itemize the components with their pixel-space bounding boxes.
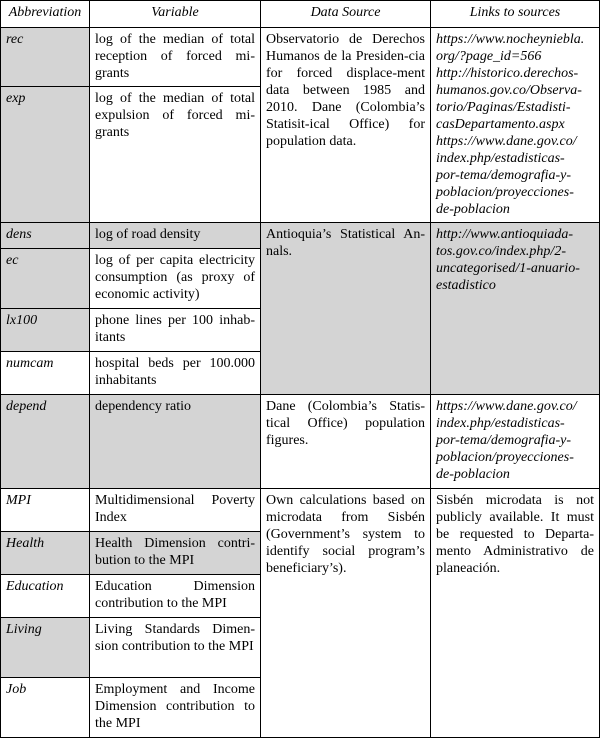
link-line[interactable]: por-tema/demografia-y-: [436, 168, 572, 183]
links-cell: [431, 395, 600, 489]
link-line[interactable]: https://www.nocheyniebla.: [436, 32, 585, 47]
abbr-cell: exp: [1, 87, 90, 223]
link-line[interactable]: uncategorised/1-anuario-: [436, 261, 580, 276]
header-abbreviation: Abbreviation: [1, 1, 90, 28]
table-row: [1, 489, 600, 532]
abbr-cell: depend: [1, 395, 90, 489]
link-line[interactable]: index.php/estadisticas-: [436, 416, 565, 431]
link-line[interactable]: humanos.gov.co/Observa-: [436, 83, 582, 98]
variable-cell: Living Standards Dimen-sion contribution to the MPI: [90, 618, 261, 678]
link-line[interactable]: https://www.dane.gov.co/: [436, 399, 577, 414]
link-line[interactable]: poblacion/proyecciones-: [436, 450, 574, 465]
link-line[interactable]: index.php/estadisticas-: [436, 151, 565, 166]
links-cell: [431, 223, 600, 395]
abbr-cell: rec: [1, 28, 90, 87]
header-data-source: Data Source: [261, 1, 431, 28]
table-row: [1, 395, 600, 489]
source-cell: Dane (Colombia’s Statis-tical Office) population figures.: [261, 395, 431, 489]
variable-cell: Health Dimension contri-bution to the MPI: [90, 532, 261, 575]
variable-cell: Multidimensional Poverty Index: [90, 489, 261, 532]
link-line[interactable]: org/?page_id=566: [436, 49, 542, 64]
links-cell: Sisbén microdata is not publicly available. It must be requested to Departa-mento Administrativo de planeación.: [431, 489, 600, 738]
link-line[interactable]: de-poblacion: [436, 202, 510, 217]
variable-cell: log of per capita electricity consumption (as proxy of economic activity): [90, 249, 261, 309]
source-cell: Own calculations based on microdata from Sisbén (Government’s system to identify social program’s beneficiary’s).: [261, 489, 431, 738]
abbr-cell: MPI: [1, 489, 90, 532]
header-links: Links to sources: [431, 1, 600, 28]
source-cell: Observatorio de Derechos Humanos de la Presiden-cia for forced displace-ment data between 1985 and 2010. Dane (Colombia’s Statisit-ical Office) for population data.: [261, 28, 431, 223]
abbr-cell: Living: [1, 618, 90, 678]
header-row: [1, 1, 600, 28]
source-cell: Antioquia’s Statistical An-nals.: [261, 223, 431, 395]
link-line[interactable]: http://www.antioquiada-: [436, 227, 574, 242]
link-line[interactable]: de-poblacion: [436, 467, 510, 482]
header-variable: Variable: [90, 1, 261, 28]
link-line[interactable]: tos.gov.co/index.php/2-: [436, 244, 566, 259]
abbr-cell: Job: [1, 678, 90, 738]
link-line[interactable]: http://historico.derechos-: [436, 66, 579, 81]
table-row: [1, 28, 600, 87]
links-cell: [431, 28, 600, 223]
table-row: [1, 223, 600, 249]
variable-cell: log of the median of total reception of forced mi-grants: [90, 28, 261, 87]
abbr-cell: Education: [1, 575, 90, 618]
link-line[interactable]: torio/Paginas/Estadisti-: [436, 100, 571, 115]
link-line[interactable]: por-tema/demografia-y-: [436, 433, 572, 448]
variable-cell: Employment and Income Dimension contribution to the MPI: [90, 678, 261, 738]
variable-cell: phone lines per 100 inhab-itants: [90, 309, 261, 352]
variable-cell: log of road density: [90, 223, 261, 249]
link-line[interactable]: casDepartamento.aspx: [436, 117, 565, 132]
abbr-cell: dens: [1, 223, 90, 249]
abbr-cell: lx100: [1, 309, 90, 352]
abbr-cell: Health: [1, 532, 90, 575]
link-line[interactable]: poblacion/proyecciones-: [436, 185, 574, 200]
variable-cell: log of the median of total expulsion of forced mi-grants: [90, 87, 261, 223]
variable-cell: hospital beds per 100.000 inhabitants: [90, 352, 261, 395]
variable-cell: Education Dimension contribution to the MPI: [90, 575, 261, 618]
link-line[interactable]: estadistico: [436, 278, 496, 293]
variable-cell: dependency ratio: [90, 395, 261, 489]
abbr-cell: ec: [1, 249, 90, 309]
link-line[interactable]: https://www.dane.gov.co/: [436, 134, 577, 149]
abbr-cell: numcam: [1, 352, 90, 395]
